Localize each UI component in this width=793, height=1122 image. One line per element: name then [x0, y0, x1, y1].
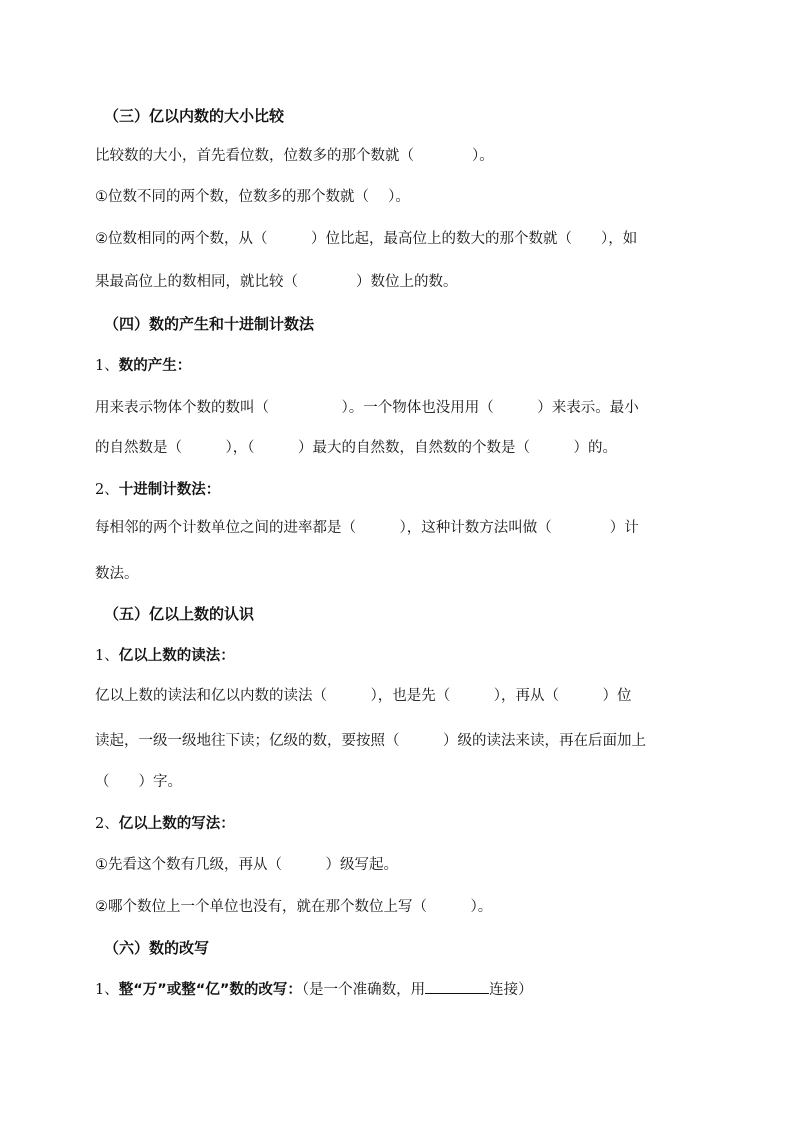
subsection-number: 1、: [95, 358, 119, 374]
paragraph-line: 亿以上数的读法和亿以内数的读法（ ），也是先（ ），再从（ ）位: [95, 688, 632, 704]
paragraph-line: ②位数相同的两个数，从（ ）位比起，最高位上的数大的那个数就（ ），如: [95, 231, 638, 247]
paragraph-line: 数法。: [95, 566, 139, 582]
subsection-heading: [95, 480, 220, 500]
section-heading-4: （四）数的产生和十进制计数法: [104, 315, 315, 333]
subsection-title: 十进制计数法：: [118, 482, 221, 498]
subsection-title: 亿以上数的读法：: [118, 648, 235, 664]
section-heading-6: （六）数的改写: [104, 939, 210, 957]
subsection-title: 数的产生：: [118, 358, 192, 374]
subsection-title: 亿以上数的写法：: [118, 816, 235, 832]
section-heading-3: （三）亿以内数的大小比较: [104, 107, 285, 125]
subsection-heading: [95, 646, 235, 666]
paragraph-line: ②哪个数位上一个单位也没有，就在那个数位上写（ ）。: [95, 899, 493, 915]
subsection-number: 2、: [95, 816, 119, 832]
fill-in-blank-underline: [425, 979, 489, 994]
subsection-heading: [95, 814, 235, 834]
subsection-number: 1、: [95, 982, 119, 998]
paragraph-line: ①先看这个数有几级，再从（ ）级写起。: [95, 857, 398, 873]
subsection-note: （是一个准确数，用: [301, 982, 426, 998]
paragraph-line: （ ）字。: [95, 774, 182, 790]
paragraph-line: 每相邻的两个计数单位之间的进率都是（ ），这种计数方法叫做（ ）计: [95, 520, 639, 536]
subsection-heading: [95, 356, 191, 376]
section-heading-5: （五）亿以上数的认识: [104, 605, 255, 623]
paragraph-line: 果最高位上的数相同，就比较（ ）数位上的数。: [95, 274, 458, 290]
paragraph-line: 比较数的大小，首先看位数，位数多的那个数就（ ）。: [95, 148, 494, 164]
paragraph-line: 读起，一级一级地往下读；亿级的数，要按照（ ）级的读法来读，再在后面加上: [95, 733, 646, 749]
subsection-number: 2、: [95, 482, 119, 498]
paragraph-line: 用来表示物体个数的数叫（ ）。一个物体也没用用（ ）来表示。最小: [95, 400, 639, 416]
paragraph-line: ①位数不同的两个数，位数多的那个数就（ ）。: [95, 189, 410, 205]
paragraph-line: 的自然数是（ ），（ ）最大的自然数，自然数的个数是（ ）的。: [95, 440, 617, 456]
subsection-number: 1、: [95, 648, 119, 664]
subsection-heading: [95, 979, 533, 1000]
subsection-note-end: 连接）: [489, 982, 533, 998]
subsection-title: 整“万”或整“亿”数的改写：: [118, 982, 302, 998]
